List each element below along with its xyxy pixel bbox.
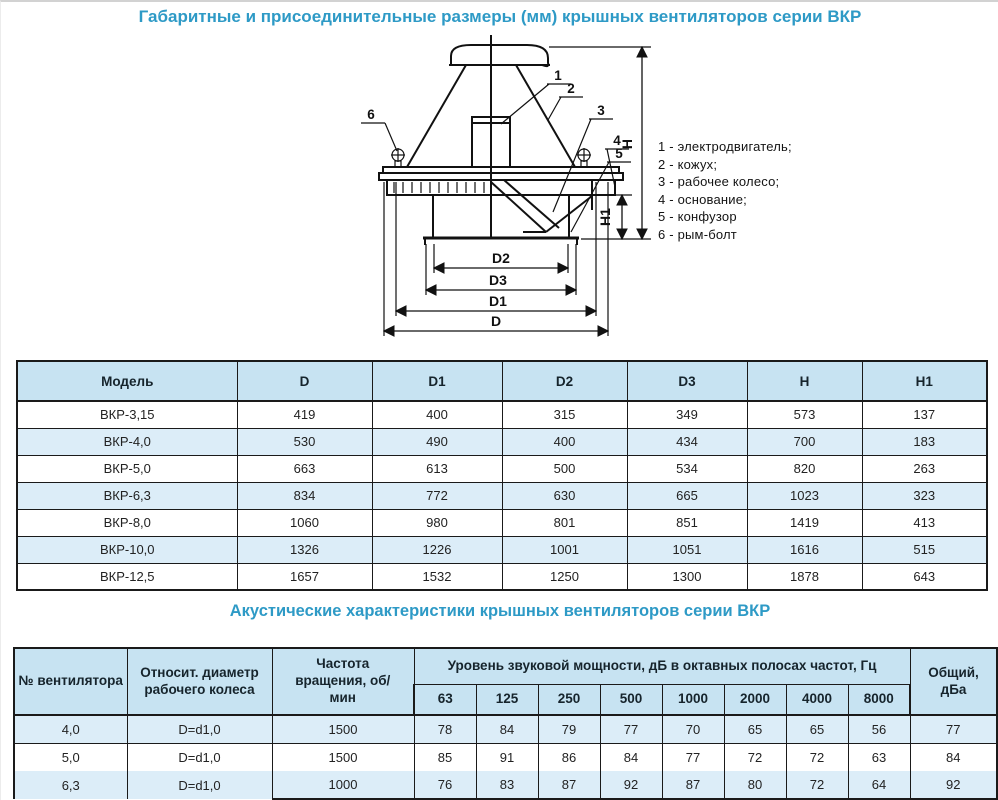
fan-cap xyxy=(449,45,550,66)
legend-item: 4 - основание; xyxy=(658,191,747,207)
rel-diameter-cell: D=d1,0 xyxy=(127,771,272,799)
column-header-63: 63 xyxy=(414,684,476,715)
model-cell: ВКР-8,0 xyxy=(17,509,237,536)
value-cell: 1326 xyxy=(237,536,372,563)
diagram-legend xyxy=(658,138,792,243)
part-number-3: 3 xyxy=(597,103,605,118)
value-cell: 772 xyxy=(372,482,502,509)
column-header-model: Модель xyxy=(17,361,237,401)
column-header-d3: D3 xyxy=(627,361,747,401)
value-cell: 515 xyxy=(862,536,987,563)
impeller xyxy=(491,180,592,232)
value-cell: 1051 xyxy=(627,536,747,563)
table-row xyxy=(17,536,987,563)
value-cell: 1023 xyxy=(747,482,862,509)
table-row xyxy=(17,401,987,428)
value-cell: 413 xyxy=(862,509,987,536)
value-cell: 1001 xyxy=(502,536,627,563)
column-header-total: Общий, дБа xyxy=(910,648,997,715)
fan-drawing xyxy=(1,32,998,358)
total-cell: 92 xyxy=(910,771,997,799)
level-cell: 65 xyxy=(786,715,848,743)
value-cell: 573 xyxy=(747,401,862,428)
value-cell: 1616 xyxy=(747,536,862,563)
acoustic-table-body xyxy=(14,715,997,799)
dimension-label-D: D xyxy=(490,313,502,329)
level-cell: 76 xyxy=(414,771,476,799)
level-cell: 92 xyxy=(600,771,662,799)
part-number-1: 1 xyxy=(554,68,562,83)
dimensions-table-body xyxy=(17,401,987,590)
level-cell: 65 xyxy=(724,715,786,743)
dimension-label-H: H xyxy=(619,138,635,150)
value-cell: 400 xyxy=(502,428,627,455)
value-cell: 801 xyxy=(502,509,627,536)
column-header-fan-number: № вентилятора xyxy=(14,648,127,715)
value-cell: 1419 xyxy=(747,509,862,536)
rpm-cell: 1500 xyxy=(272,715,414,743)
rel-diameter-cell: D=d1,0 xyxy=(127,743,272,771)
dimension-label-D1: D1 xyxy=(489,293,507,309)
column-header-d2: D2 xyxy=(502,361,627,401)
level-cell: 87 xyxy=(662,771,724,799)
part-number-2: 2 xyxy=(567,81,575,96)
table-row xyxy=(17,482,987,509)
fan-diagram xyxy=(1,32,998,358)
level-cell: 79 xyxy=(538,715,600,743)
legend-item: 2 - кожух; xyxy=(658,156,718,172)
dimensions-table xyxy=(16,360,988,591)
rpm-cell: 1500 xyxy=(272,743,414,771)
fan-number-cell: 4,0 xyxy=(14,715,127,743)
level-cell: 64 xyxy=(848,771,910,799)
value-cell: 315 xyxy=(502,401,627,428)
table-row xyxy=(17,428,987,455)
page-title-dimensions: Габаритные и присоединительные размеры (мм) крышных вентиляторов серии ВКР xyxy=(138,7,862,26)
value-cell: 834 xyxy=(237,482,372,509)
column-header-h1: H1 xyxy=(862,361,987,401)
legend-item: 5 - конфузор xyxy=(658,209,737,224)
value-cell: 490 xyxy=(372,428,502,455)
column-header-rel-diameter: Относит. диаметр рабочего колеса xyxy=(127,648,272,715)
table-row xyxy=(17,563,987,590)
value-cell: 643 xyxy=(862,563,987,590)
column-header-d1: D1 xyxy=(372,361,502,401)
confuser xyxy=(423,195,579,245)
fan-number-cell: 6,3 xyxy=(14,771,127,799)
value-cell: 613 xyxy=(372,455,502,482)
level-cell: 86 xyxy=(538,743,600,771)
level-cell: 80 xyxy=(724,771,786,799)
table-header-row xyxy=(14,648,997,684)
total-cell: 84 xyxy=(910,743,997,771)
value-cell: 1300 xyxy=(627,563,747,590)
level-cell: 56 xyxy=(848,715,910,743)
value-cell: 500 xyxy=(502,455,627,482)
model-cell: ВКР-6,3 xyxy=(17,482,237,509)
model-cell: ВКР-5,0 xyxy=(17,455,237,482)
value-cell: 323 xyxy=(862,482,987,509)
dimension-label-H1: H1 xyxy=(597,208,613,226)
level-cell: 72 xyxy=(786,771,848,799)
page-title-acoustic: Акустические характеристики крышных вентиляторов серии ВКР xyxy=(229,602,771,620)
total-cell: 77 xyxy=(910,715,997,743)
rpm-cell: 1000 xyxy=(272,771,414,799)
table-header-row xyxy=(17,361,987,401)
column-header-h: H xyxy=(747,361,862,401)
value-cell: 263 xyxy=(862,455,987,482)
column-header-2000: 2000 xyxy=(724,684,786,715)
table-row xyxy=(17,509,987,536)
model-cell: ВКР-12,5 xyxy=(17,563,237,590)
model-cell: ВКР-3,15 xyxy=(17,401,237,428)
column-header-8000: 8000 xyxy=(848,684,910,715)
value-cell: 349 xyxy=(627,401,747,428)
value-cell: 137 xyxy=(862,401,987,428)
model-cell: ВКР-10,0 xyxy=(17,536,237,563)
level-cell: 78 xyxy=(414,715,476,743)
value-cell: 183 xyxy=(862,428,987,455)
level-cell: 77 xyxy=(600,715,662,743)
value-cell: 1532 xyxy=(372,563,502,590)
table-row xyxy=(17,455,987,482)
legend-item: 1 - электродвигатель; xyxy=(658,139,792,154)
value-cell: 1060 xyxy=(237,509,372,536)
fan-base xyxy=(387,180,615,195)
value-cell: 434 xyxy=(627,428,747,455)
model-cell: ВКР-4,0 xyxy=(17,428,237,455)
flange-plate xyxy=(379,167,623,180)
value-cell: 1226 xyxy=(372,536,502,563)
level-cell: 63 xyxy=(848,743,910,771)
dimension-label-D2: D2 xyxy=(492,250,510,266)
value-cell: 419 xyxy=(237,401,372,428)
level-cell: 91 xyxy=(476,743,538,771)
leader-lines xyxy=(361,84,631,232)
level-cell: 84 xyxy=(476,715,538,743)
value-cell: 534 xyxy=(627,455,747,482)
column-header-250: 250 xyxy=(538,684,600,715)
column-header-4000: 4000 xyxy=(786,684,848,715)
value-cell: 400 xyxy=(372,401,502,428)
value-cell: 665 xyxy=(627,482,747,509)
value-cell: 530 xyxy=(237,428,372,455)
level-cell: 85 xyxy=(414,743,476,771)
value-cell: 1878 xyxy=(747,563,862,590)
legend-item: 6 - рым-болт xyxy=(658,226,737,242)
level-cell: 72 xyxy=(786,743,848,771)
level-cell: 70 xyxy=(662,715,724,743)
column-header-rpm: Частота вращения, об/мин xyxy=(272,648,414,715)
value-cell: 630 xyxy=(502,482,627,509)
part-number-6: 6 xyxy=(367,107,375,122)
part-number-5: 5 xyxy=(615,146,623,161)
value-cell: 663 xyxy=(237,455,372,482)
legend-item: 3 - рабочее колесо; xyxy=(658,174,780,189)
acoustic-table xyxy=(13,647,998,800)
value-cell: 1250 xyxy=(502,563,627,590)
level-cell: 87 xyxy=(538,771,600,799)
value-cell: 851 xyxy=(627,509,747,536)
column-header-500: 500 xyxy=(600,684,662,715)
table-row xyxy=(14,715,997,743)
value-cell: 820 xyxy=(747,455,862,482)
value-cell: 1657 xyxy=(237,563,372,590)
dimension-label-D3: D3 xyxy=(489,272,507,288)
fan-number-cell: 5,0 xyxy=(14,743,127,771)
table-row xyxy=(14,771,997,799)
column-header-1000: 1000 xyxy=(662,684,724,715)
column-header-125: 125 xyxy=(476,684,538,715)
value-cell: 980 xyxy=(372,509,502,536)
column-header-sound-power: Уровень звуковой мощности, дБ в октавных полосах частот, Гц xyxy=(414,648,910,684)
level-cell: 77 xyxy=(662,743,724,771)
level-cell: 84 xyxy=(600,743,662,771)
part-number-4: 4 xyxy=(613,133,621,148)
level-cell: 72 xyxy=(724,743,786,771)
value-cell: 700 xyxy=(747,428,862,455)
column-header-d: D xyxy=(237,361,372,401)
rel-diameter-cell: D=d1,0 xyxy=(127,715,272,743)
level-cell: 83 xyxy=(476,771,538,799)
table-row xyxy=(14,743,997,771)
